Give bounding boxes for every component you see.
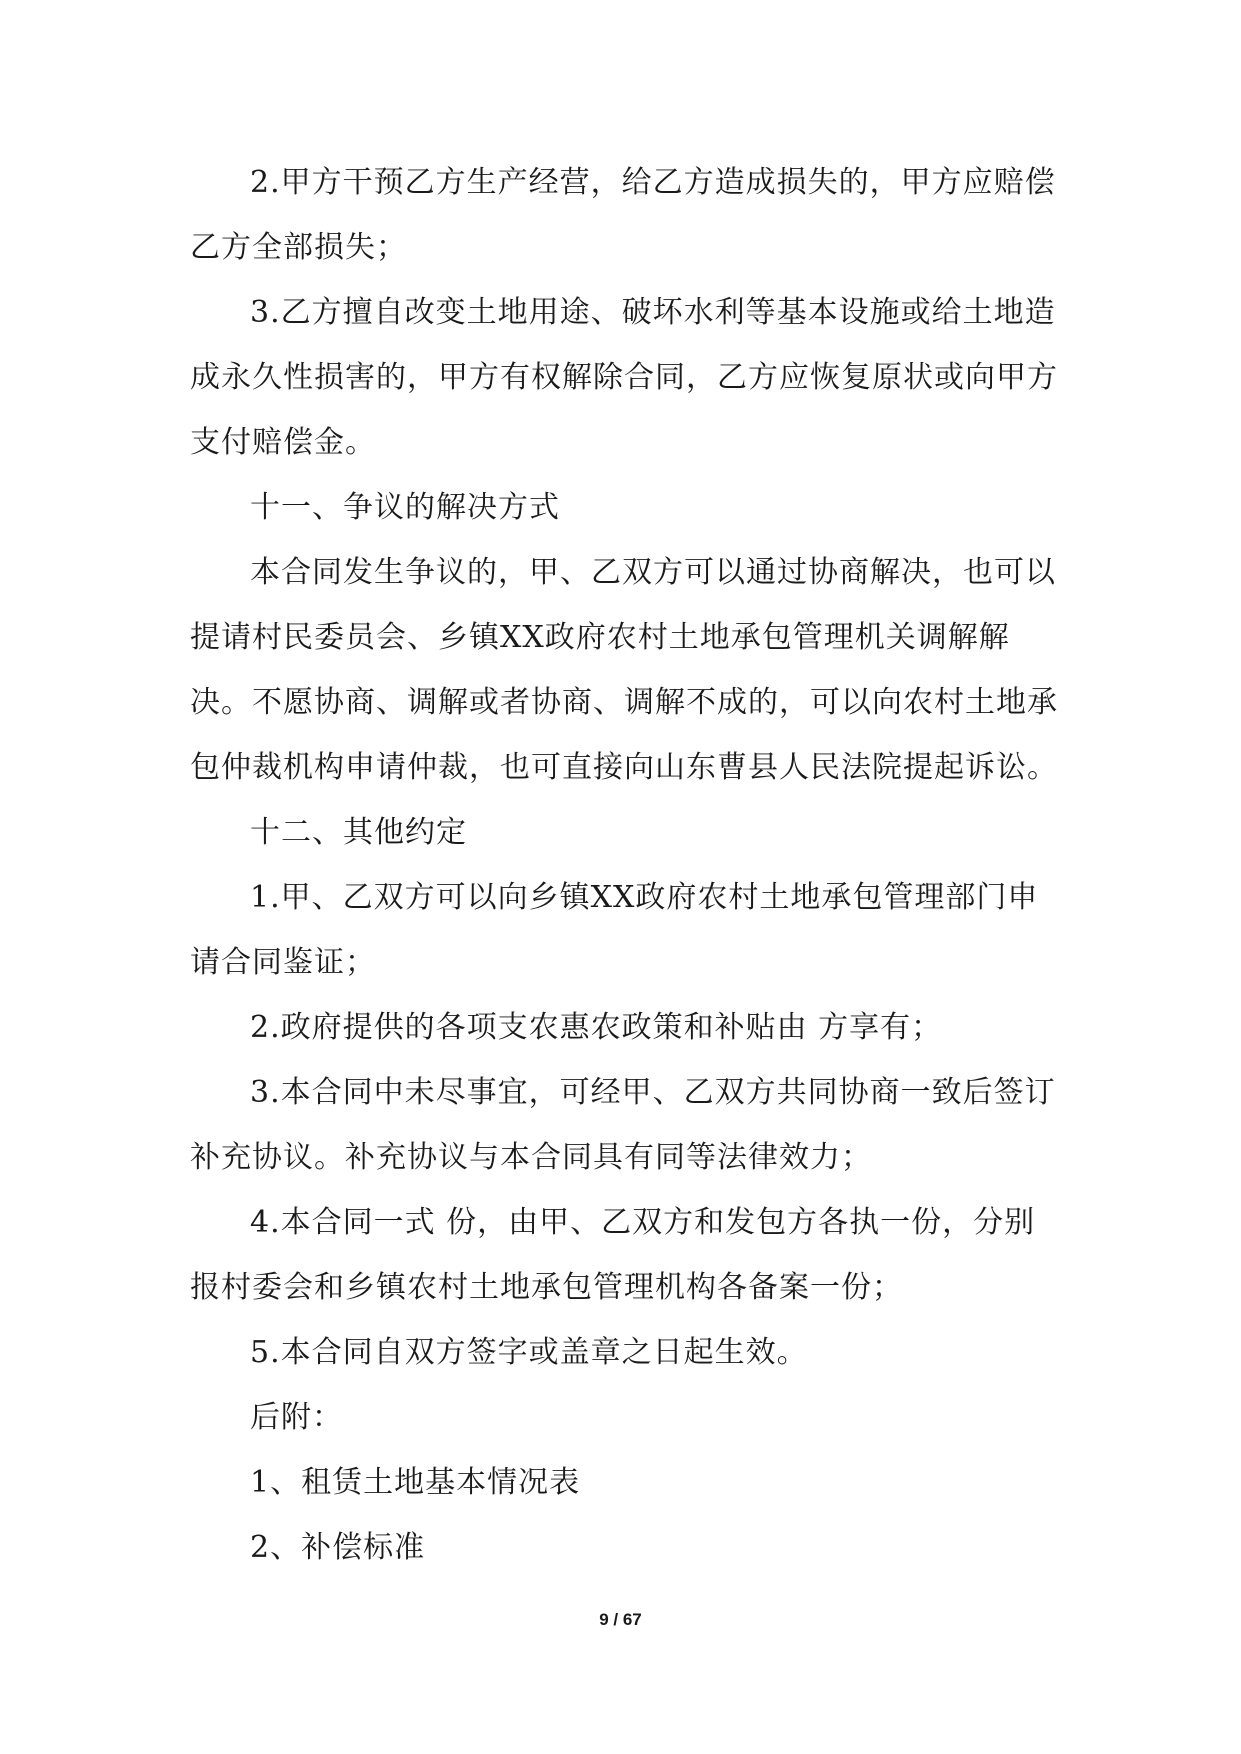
paragraph-other-3: 3.本合同中未尽事宜，可经甲、乙双方共同协商一致后签订补充协议。补充协议与本合同具有同等法律效力； — [190, 1075, 1056, 1175]
document-body — [190, 150, 1060, 1580]
paragraph-other-5: 5.本合同自双方签字或盖章之日起生效。 — [250, 1335, 808, 1370]
paragraph-other-2: 2.政府提供的各项支农惠农政策和补贴由 方享有； — [250, 1010, 943, 1045]
appendix-heading: 后附： — [250, 1400, 343, 1435]
page-number: 9 / 67 — [599, 1610, 642, 1629]
appendix-item-2: 2、补偿标准 — [250, 1530, 426, 1565]
section-heading-11: 十一、争议的解决方式 — [250, 490, 560, 525]
paragraph-clause-2: 2.甲方干预乙方生产经营，给乙方造成损失的，甲方应赔偿乙方全部损失； — [190, 165, 1056, 265]
appendix-item-1: 1、租赁土地基本情况表 — [250, 1465, 581, 1500]
section-heading-12: 十二、其他约定 — [250, 815, 467, 850]
paragraph-clause-3: 3.乙方擅自改变土地用途、破坏水利等基本设施或给土地造成永久性损害的，甲方有权解除合同，乙方应恢复原状或向甲方支付赔偿金。 — [190, 295, 1058, 460]
paragraph-other-4: 4.本合同一式 份，由甲、乙双方和发包方各执一份，分别报村委会和乡镇农村土地承包管理机构各备案一份； — [190, 1205, 1036, 1305]
paragraph-dispute-resolution: 本合同发生争议的，甲、乙双方可以通过协商解决，也可以提请村民委员会、乡镇XX政府农村土地承包管理机关调解解决。不愿协商、调解或者协商、调解不成的，可以向农村土地承包仲裁机构申请仲裁，也可直接向山东曹县人民法院提起诉讼。 — [190, 555, 1058, 785]
paragraph-other-1: 1.甲、乙双方可以向乡镇XX政府农村土地承包管理部门申请合同鉴证； — [190, 880, 1039, 980]
